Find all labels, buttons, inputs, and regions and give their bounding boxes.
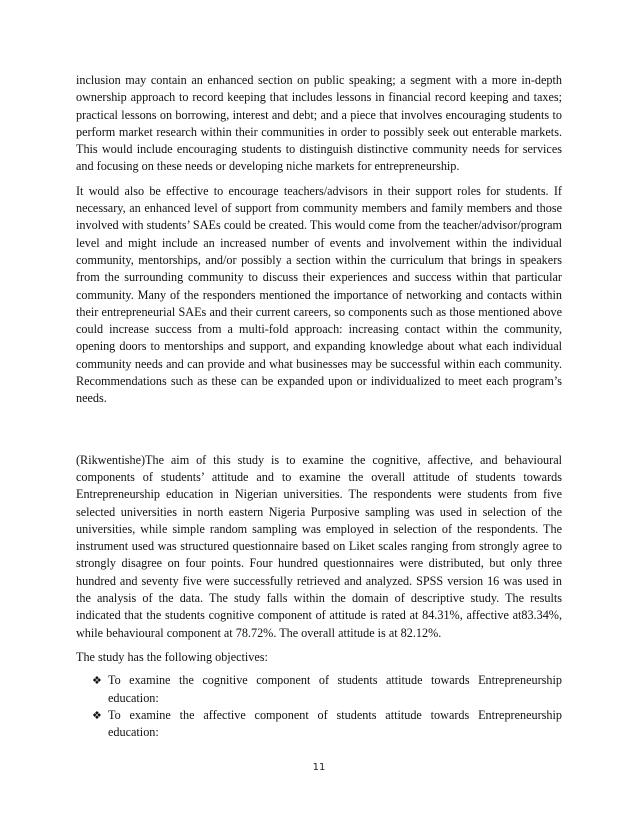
paragraph-teacher-support: It would also be effective to encourage teachers/advisors in their support roles for students. If necessary, an enhanced level of support from community members and family members and those involved with students’ SAEs could be created. This would come from the teacher/advisor/program level and might include an increased number of events and involvement within the individual community, mentorships, and/or possibly a section within the curriculum that brings in speakers from the surrounding community to discuss their experiences and success within that particular community. Many of the responders mentioned the importance of networking and contacts within their entrepreneurial SAEs and their current careers, so components such as those mentioned above could increase success from a multi-fold approach: increasing contact within the community, opening doors to mentorships and support, and expanding knowledge about what each individual community needs and can provide and what businesses may be successful within each community. Recommendations such as these can be expanded upon or individualized to meet each program’s needs. <box>76 183 562 406</box>
page-number: 11 <box>312 762 326 773</box>
objective-text-cognitive: To examine the cognitive component of students attitude towards Entrepreneurship education: <box>108 673 562 705</box>
objective-text-affective: To examine the affective component of students attitude towards Entrepreneurship education: <box>108 707 562 740</box>
objective-item-cognitive <box>92 672 562 707</box>
paragraph-rikwentishe-study: (Rikwentishe)The aim of this study is to examine the cognitive, affective, and behavioural components of students’ attitude and to examine the overall attitude of students towards Entrepreneurship education in Nigerian universities. The respondents were students from five selected universities in north eastern Nigeria Purposive sampling was used in selection of the universities, while simple random sampling was employed in selection of the respondents. The instrument used was structured questionnaire based on Liket scales ranging from strongly agree to strongly disagree on four points. Four hundred questionnaires were distributed, but only three hundred and seventy five were successfully retrieved and analyzed. SPSS version 16 was used in the analysis of the data. The study falls within the domain of descriptive study. The results indicated that the students cognitive component of attitude is rated at 84.31%, affective at83.34%, while behavioural component at 78.72%. The overall attitude is at 82.12%. <box>76 452 562 640</box>
paragraph-curriculum-inclusion: inclusion may contain an enhanced section on public speaking; a segment with a more in-depth ownership approach to record keeping that includes lessons in financial record keeping and taxes; practical lessons on borrowing, interest and debt; and a piece that involves encouraging students to perform market research within their communities in order to possibly seek out enterable markets. This would include encouraging students to distinguish distinctive community needs for services and focusing on these needs or developing niche markets for entrepreneurship. <box>76 73 562 174</box>
page-content <box>76 72 562 741</box>
diamond-bullet-icon: ❖ <box>92 708 102 722</box>
diamond-bullet-icon: ❖ <box>92 674 102 688</box>
objective-item-affective <box>92 707 562 742</box>
objectives-intro: The study has the following objectives: <box>76 649 268 664</box>
objectives-list <box>76 672 562 741</box>
